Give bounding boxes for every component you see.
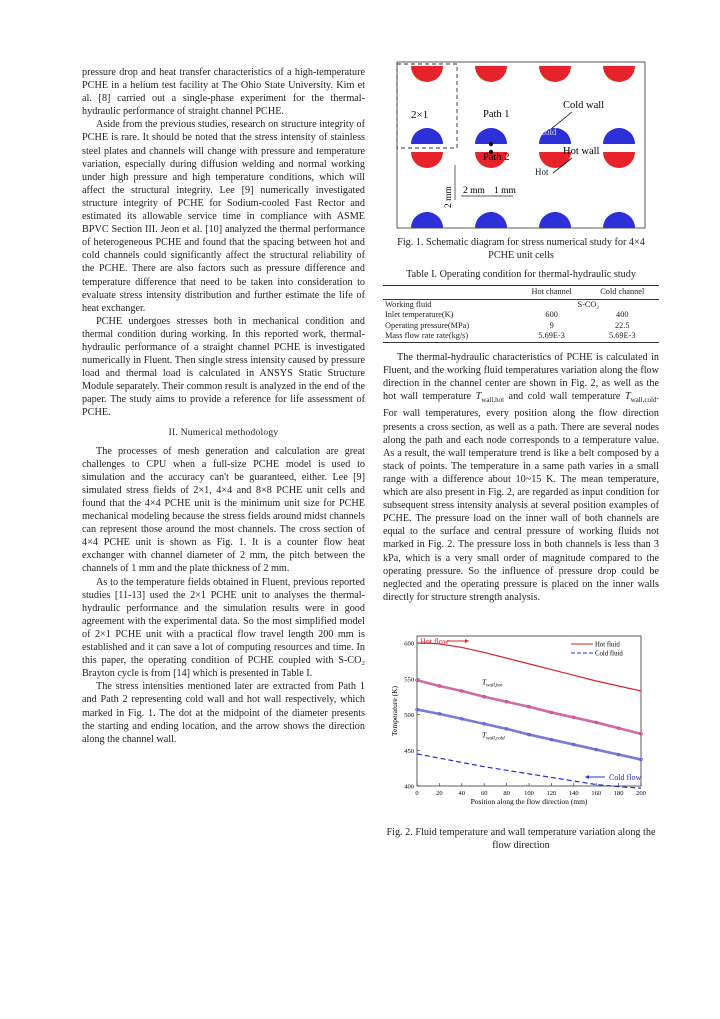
figure-1-caption: Fig. 1. Schematic diagram for stress numerical study for 4×4 PCHE unit cells xyxy=(397,237,645,262)
x-tick-label: 20 xyxy=(436,789,443,797)
x-tick-label: 120 xyxy=(546,789,557,797)
cold-channel xyxy=(411,212,443,228)
x-tick-label: 140 xyxy=(568,789,579,797)
hot-channel xyxy=(411,66,443,82)
table-row xyxy=(383,310,659,321)
y-tick-label: 400 xyxy=(404,783,414,791)
table-header-cell xyxy=(383,286,518,300)
paragraph: The thermal-hydraulic characteristics of PCHE is calculated in Fluent, and the working fluid temperatures variation along the flow direction in the channel center are shown in Fig. 2, as well as the hot wall temperature $T_{wall,hot}$ and cold wall temperature $T_{wall,cold}$. For wall temperatures, every position along the flow direction presents a cross section, as well as a path. There are several nodes along the path and each node corresponds to a temperature value. As a result, the wall temperature trend is like a belt composed by a stack of points. The temperature in a same path varies in a small range with a difference about 10~15 K. The mean temperature, which are also present in Fig. 2, are regarded as input condition for subsequent stress intensity analysis at several position examples of PCHE. The pressure load on the inner wall of both channels are equal to the surface and central pressure of working fluids not marked in Fig. 2. The pressure loss in both channels is less than 3 kPa, which is a very small order of magnitude compared to the operating pressure. So the influence of pressure drop could be neglected and the operating pressure is placed on the inner walls directly for structure strength analysis. xyxy=(383,352,660,603)
table-cell: 5.69E-3 xyxy=(586,331,659,342)
x-axis-label: Position along the flow direction (mm) xyxy=(470,796,588,806)
hot-channel xyxy=(539,66,571,82)
x-tick-label: 160 xyxy=(591,789,602,797)
left-column xyxy=(82,66,365,746)
figure-2-chart xyxy=(383,620,659,820)
cold-channel xyxy=(411,128,443,144)
x-tick-label: 100 xyxy=(524,789,534,797)
x-tick-label: 0 xyxy=(415,789,419,797)
paragraph: The stress intensities mentioned later are extracted from Path 1 and Path 2 representing cold wall and hot wall respectively, which marked in Fig. 1. The dot at the midpoint of the diameter presents the starting and ending location, and the arrow shows the direction along the channel wall. xyxy=(82,681,365,745)
unit-label: 2×1 xyxy=(411,109,429,121)
table-row xyxy=(383,299,659,310)
operating-condition-table xyxy=(383,285,659,343)
table-row xyxy=(383,331,659,342)
cold-channel xyxy=(475,128,507,144)
table-header-row xyxy=(383,286,659,300)
figure-1-schematic xyxy=(383,60,659,230)
path1-start-dot xyxy=(489,142,493,146)
table-1-caption: Table I. Operating condition for thermal-hydraulic study xyxy=(406,269,636,281)
legend-label: Hot fluid xyxy=(595,641,620,649)
table-cell: Mass flow rate rate(kg/s) xyxy=(383,331,518,342)
cold-label: Cold xyxy=(539,127,557,137)
right-column xyxy=(383,60,659,852)
annotation-t-wall-hot: $T_{wall,hot}$ xyxy=(481,677,503,689)
cold-channel xyxy=(603,212,635,228)
table-cell: 9 xyxy=(549,320,554,330)
paragraph: PCHE undergoes stresses both in mechanical condition and thermal condition during working. In this reported work, thermal-hydraulic performance of a straight channel PCHE is investigated numerically in Fluent. Then single stress intensity caused by pressure load and thermal load is calculated in ANSYS Static Structure Module separately. Their common result is analyzed in the end of the paper. The study aims to provide a reference for life assessment of PCHE. xyxy=(82,315,365,419)
annotation-t-wall-cold: $T_{wall,cold}$ xyxy=(481,730,505,742)
annotation-cold-flow: Cold flow xyxy=(609,772,642,782)
hot-wall-label: Hot wall xyxy=(563,146,600,157)
cold-channel xyxy=(603,128,635,144)
y-axis-label: Temperature (K) xyxy=(390,685,399,736)
table-cell: 600 xyxy=(545,310,558,320)
dim-2mm-vertical: 2 mm xyxy=(444,186,454,208)
table-header-cell: Hot channel xyxy=(518,286,586,300)
table-cell: Operating pressure(MPa) xyxy=(385,320,470,330)
table-header-cell: Cold channel xyxy=(586,286,659,300)
table-row xyxy=(383,321,659,332)
cold-channel xyxy=(539,212,571,228)
annotation-hot-flow: Hot flow xyxy=(420,636,449,646)
hot-channel xyxy=(411,152,443,168)
hot-channel xyxy=(475,66,507,82)
path1-label: Path 1 xyxy=(483,109,510,120)
x-tick-label: 80 xyxy=(503,789,510,797)
dim-2mm-horizontal: 2 mm xyxy=(463,186,485,196)
paragraph: Aside from the previous studies, research on structure integrity of PCHE is rare. It should be noted that the stress intensity of stainless steel plates and channels will change with pressure and temperature variation, especially during diffusion welding and normal working under high pressure and high temperature conditions, which will affect the structural integrity. Lee [9] numerically investigated structure integrity of PCHE for Sodium-cooled Fast Rector and estimated its allowable service time in compliance with ASME BPVC Section III. Jeon et al. [10] analyzed the thermal performance of heterogeneous PCHE and found that the spacing between hot and cold channels could significantly affect the structural reliability of the PCHE. There are also factors such as pressure difference and temperature difference that need to be taken into consideration to evaluate stress intensity distribution and further estimate the life of heat exchanger. xyxy=(82,119,365,314)
hot-label: Hot xyxy=(535,167,549,177)
paragraph: The processes of mesh generation and calculation are great challenges to CPU when a full-size PCHE model is used to simulation and the accuracy can't be guaranteed, either. Lee [9] simulated stress fields of 2×1, 4×4 and 8×8 PCHE unit cells and found that the 4×4 PCHE unit is the minimum unit size for PCHE mechanical modeling because the stress fields around midst channels can represent those around the most channels. The cross section of 4×4 PCHE unit is shown as Fig. 1. It is a counter flow heat exchanger with channel diameter of 2 mm, the pitch between the channels of 1 mm and the plate thickness of 2 mm. xyxy=(82,445,365,575)
cold-channel xyxy=(475,212,507,228)
table-cell: 22.5 xyxy=(615,320,630,330)
section-heading: II. Numerical methodology xyxy=(168,426,279,438)
table-cell: Inlet temperature(K) xyxy=(385,310,454,320)
table-cell: 400 xyxy=(616,310,629,320)
y-tick-label: 500 xyxy=(404,711,414,719)
hot-channel xyxy=(603,66,635,82)
paragraph: As to the temperature fields obtained in Fluent, previous reported studies [11-13] used the 2×1 PCHE unit to analyses the thermal-hydraulic performance and the simulation results were in good agreement with the experimental data. So the most simplified model of 2×1 PCHE unit with a practical flow travel length 200 mm is established and it can save a lot of computing resources and time. In this paper, the operating condition of PCHE coupled with S-CO₂ Brayton cycle is from [14] which is presented in Table I. xyxy=(82,576,365,680)
path2-label: Path 2 xyxy=(483,152,510,163)
table-cell: S-CO₂ xyxy=(577,299,600,309)
dim-1mm: 1 mm xyxy=(494,186,516,196)
cold-wall-label: Cold wall xyxy=(563,100,605,111)
x-tick-label: 40 xyxy=(458,789,466,797)
y-tick-label: 550 xyxy=(404,676,414,684)
figure-frame xyxy=(397,62,645,228)
y-tick-label: 450 xyxy=(404,747,414,755)
figure-2-caption: Fig. 2. Fluid temperature and wall temperature variation along the flow direction xyxy=(386,826,656,851)
x-tick-label: 60 xyxy=(480,789,488,797)
y-tick-label: 600 xyxy=(404,640,414,648)
legend-label: Cold fluid xyxy=(595,650,623,658)
table-cell: Working fluid xyxy=(385,299,432,309)
x-tick-label: 180 xyxy=(613,789,624,797)
paragraph: pressure drop and heat transfer characteristics of a high-temperature PCHE in a helium test facility at The Ohio State University. Kim et al. [8] carried out a single-phase experiment for the thermal-hydraulic performance of straight channel PCHE. xyxy=(82,67,365,118)
x-tick-label: 200 xyxy=(636,789,646,797)
hot-channel xyxy=(603,152,635,168)
table-cell: 5.69E-3 xyxy=(518,331,586,342)
